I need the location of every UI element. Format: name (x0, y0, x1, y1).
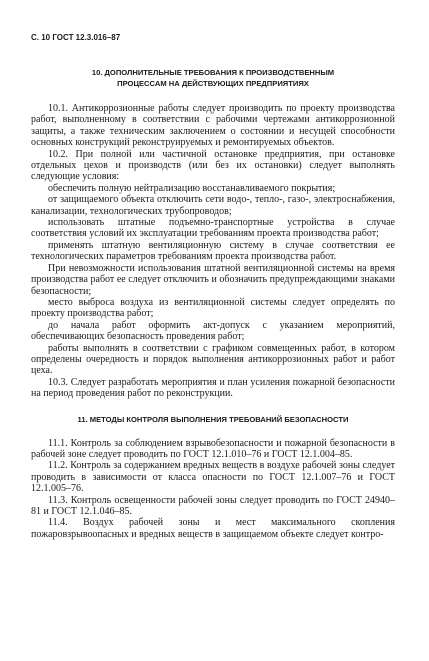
section-10-title-line-2: ПРОЦЕССАМ НА ДЕЙСТВУЮЩИХ ПРЕДПРИЯТИЯХ (117, 79, 309, 88)
section-10-title (31, 67, 395, 89)
section-10-title-line-1: 10. ДОПОЛНИТЕЛЬНЫЕ ТРЕБОВАНИЯ К ПРОИЗВОДСТВЕННЫМ (91, 68, 335, 77)
paragraph-10-2-item-2: от защищаемого объекта отключить сети водо-, тепло-, газо-, электроснабжения, канализации, технологических трубопроводов; (31, 194, 395, 217)
paragraph-11-1: 11.1. Контроль за соблюдением взрывобезопасности и пожарной безопасности в рабочей зоне следует проводить по ГОСТ 12.1.010–76 и ГОСТ 12.1.004–85. (31, 437, 395, 460)
paragraph-10-1: 10.1. Антикоррозионные работы следует производить по проекту производства работ, выполненному в соответствии с рабочими чертежами антикоррозионной защиты, а также техническим заключением о состоянии и несущей способности основных конструкций реконструируемых и ремонтируемых объектов. (31, 103, 395, 149)
paragraph-10-2-item-6: место выброса воздуха из вентиляционной системы следует определять по проекту производства работ; (31, 296, 395, 320)
paragraph-10-3: 10.3. Следует разработать мероприятия и план усиления пожарной безопасности на период проведения работ по реконструкции. (31, 376, 395, 400)
paragraph-11-2: 11.2. Контроль за содержанием вредных веществ в воздухе рабочей зоны следует проводить в зависимости от класса опасности по ГОСТ 12.1.007–76 и ГОСТ 12.1.005–76. (31, 460, 395, 495)
paragraph-10-2-item-7: до начала работ оформить акт-допуск с указанием мероприятий, обеспечивающих безопасность проведения работ; (31, 319, 395, 343)
paragraph-11-3: 11.3. Контроль освещенности рабочей зоны следует проводить по ГОСТ 24940–81 и ГОСТ 12.1.046–85. (31, 494, 395, 517)
paragraph-10-2-item-8: работы выполнять в соответствии с графиком совмещенных работ, в котором определены очередность и порядок выполнения антикоррозионных работ и работ цеха. (31, 342, 395, 377)
paragraph-10-2: 10.2. При полной или частичной остановке предприятия, при остановке отдельных цехов и производств (или без их остановки) следует выполнять следующие условия: (31, 148, 395, 183)
paragraph-10-2-item-4: применять штатную вентиляционную систему в случае соответствия ее технологических параметров требованиям проекта производства работ. (31, 239, 395, 263)
page-header: С. 10 ГОСТ 12.3.016–87 (31, 33, 121, 42)
section-11-body (31, 438, 395, 541)
paragraph-10-2-item-5: При невозможности использования штатной вентиляционной системы на время производства работ ее следует отключить и обозначить предупреждающими знаками безопасности; (31, 262, 395, 297)
paragraph-10-2-item-1: обеспечить полную нейтрализацию восстанавливаемого покрытия; (48, 182, 336, 194)
section-11-title: 11. МЕТОДЫ КОНТРОЛЯ ВЫПОЛНЕНИЯ ТРЕБОВАНИЙ БЕЗОПАСНОСТИ (77, 414, 349, 424)
paragraph-11-4: 11.4. Воздух рабочей зоны и мест максимального скопления пожаровзрывоопасных и вредных веществ в защищаемом объекте следует контро- (31, 517, 395, 540)
section-10-body (31, 103, 395, 400)
paragraph-10-2-item-3: использовать штатные подъемно-транспортные устройства в случае соответствия условий их эксплуатации требованиям проекта производства работ; (31, 217, 395, 240)
